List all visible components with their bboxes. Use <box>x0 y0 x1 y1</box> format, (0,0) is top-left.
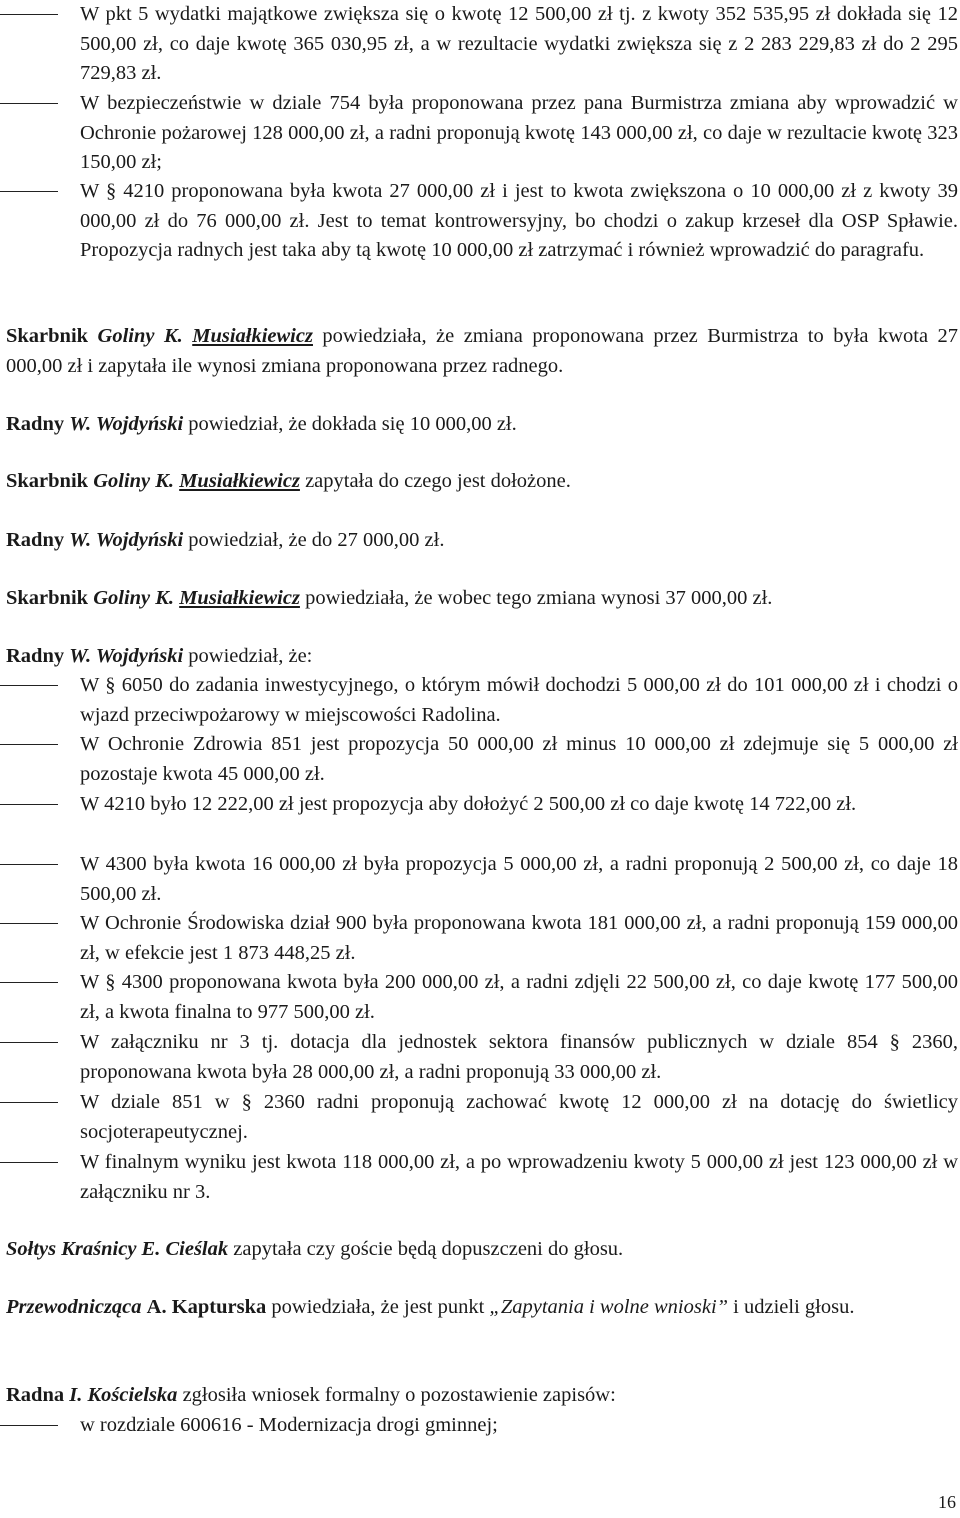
statement-text: powiedziała, że zmiana proponowana przez Burmistrza to była kwota 27 000,00 zł i zapytała ile wynosi zmiana proponowana przez radnego. <box>6 325 959 377</box>
statement-skarbnik <box>6 584 958 614</box>
speaker-role: Przewodnicząca <box>6 1296 142 1318</box>
dash-bullet <box>0 744 58 745</box>
list-item <box>0 671 958 730</box>
list-item-text: W pkt 5 wydatki majątkowe zwiększa się o kwotę 12 500,00 zł tj. z kwoty 352 535,95 zł dokłada się 12 500,00 zł, co daje kwotę 365 030,95 zł, a w rezultacie wydatki zwiększa się z 2 283 229,83 zł do 2 295 729,83 zł. <box>80 3 958 84</box>
speaker-role: Skarbnik <box>6 587 89 609</box>
list-item <box>0 1148 958 1207</box>
list-item <box>0 177 958 266</box>
speaker-role: Skarbnik <box>6 470 89 492</box>
statement-soltys <box>6 1235 958 1265</box>
agenda-item-quote: „Zapytania i wolne wnioski” <box>489 1296 729 1318</box>
dash-bullet <box>0 685 58 686</box>
list-item-text: W Ochronie Zdrowia 851 jest propozycja 50 000,00 zł minus 10 000,00 zł zdejmuje się 5 000,00 zł pozostaje kwota 45 000,00 zł. <box>80 733 958 785</box>
statement-radny <box>6 410 958 440</box>
speaker-role: Sołtys <box>6 1238 57 1260</box>
list-item <box>0 0 958 89</box>
list-item <box>0 1411 958 1441</box>
speaker-role: Skarbnik <box>6 325 89 347</box>
list-item-text: W 4210 było 12 222,00 zł jest propozycja aby dołożyć 2 500,00 zł co daje kwotę 14 722,00 zł. <box>80 793 857 815</box>
list-item-text: W § 6050 do zadania inwestycyjnego, o którym mówił dochodzi 5 000,00 zł do 101 000,00 zł i chodzi o wjazd przeciwpożarowy w miejscowości Radolina. <box>80 674 958 726</box>
list-item <box>0 1028 958 1087</box>
dash-bullet <box>0 1425 58 1426</box>
speaker-role: Radny <box>6 413 65 435</box>
dash-bullet <box>0 14 58 15</box>
list-item-text: W Ochronie Środowiska dział 900 była proponowana kwota 181 000,00 zł, a radni proponują 159 000,00 zł, w efekcie jest 1 873 448,25 zł. <box>80 912 958 964</box>
dash-bullet <box>0 1042 58 1043</box>
statement-radny <box>6 642 958 672</box>
speaker-name: Goliny K. <box>97 325 183 347</box>
list-item-text: W § 4300 proponowana kwota była 200 000,00 zł, a radni zdjęli 22 500,00 zł, co daje kwotę 177 500,00 zł, a kwota finalna to 977 500,00 zł. <box>80 971 958 1023</box>
speaker-role: Radna <box>6 1384 65 1406</box>
dash-bullet <box>0 923 58 924</box>
list-item <box>0 968 958 1027</box>
speaker-name: W. Wojdyński <box>69 413 184 435</box>
statement-radna <box>6 1381 958 1411</box>
statement-radny <box>6 526 958 556</box>
speaker-surname: Musiałkiewicz <box>192 325 313 347</box>
list-item-text: w rozdziale 600616 - Modernizacja drogi gminnej; <box>80 1414 498 1436</box>
dash-bullet <box>0 1102 58 1103</box>
speaker-name: Goliny K. <box>93 587 175 609</box>
statement-text: powiedział, że: <box>183 645 313 667</box>
dash-bullet <box>0 864 58 865</box>
page-number: 16 <box>938 1492 956 1512</box>
speaker-surname: Musiałkiewicz <box>179 587 300 609</box>
list-item-text: W § 4210 proponowana była kwota 27 000,00 zł i jest to kwota zwiększona o 10 000,00 zł z kwoty 39 000,00 zł do 76 000,00 zł. Jest to temat kontrowersyjny, bo chodzi o zakup krzeseł dla OSP Spławie. Propozycja radnych jest taka aby tą kwotę 10 000,00 zł zatrzymać i również wprowadzić do paragrafu. <box>80 180 958 261</box>
statement-text: i udzieli głosu. <box>728 1296 855 1318</box>
dash-bullet <box>0 103 58 104</box>
speaker-role: Radny <box>6 529 65 551</box>
speaker-name: W. Wojdyński <box>69 645 184 667</box>
list-item <box>0 89 958 178</box>
dash-bullet <box>0 1162 58 1163</box>
list-item <box>0 850 958 909</box>
list-item-text: W finalnym wyniku jest kwota 118 000,00 zł, a po wprowadzeniu kwoty 5 000,00 zł jest 123 000,00 zł w załączniku nr 3. <box>80 1151 958 1203</box>
list-item <box>0 790 958 820</box>
list-item <box>0 1088 958 1147</box>
statement-text: zgłosiła wniosek formalny o pozostawienie zapisów: <box>177 1384 616 1406</box>
dash-bullet <box>0 191 58 192</box>
list-item-text: W bezpieczeństwie w dziale 754 była proponowana przez pana Burmistrza zmiana aby wprowadzić w Ochronie pożarowej 128 000,00 zł, a radni proponują kwotę 143 000,00 zł, co daje w rezultacie kwotę 323 150,00 zł; <box>80 92 958 173</box>
speaker-name: Kraśnicy E. Cieślak <box>61 1238 229 1260</box>
speaker-name: Goliny K. <box>93 470 175 492</box>
list-item <box>0 730 958 789</box>
statement-skarbnik <box>6 467 958 497</box>
statement-text: powiedziała, że wobec tego zmiana wynosi 37 000,00 zł. <box>299 587 773 609</box>
speaker-name: W. Wojdyński <box>69 529 184 551</box>
statement-text: zapytała do czego jest dołożone. <box>299 470 571 492</box>
speaker-name: A. Kapturska <box>146 1296 267 1318</box>
dash-bullet <box>0 982 58 983</box>
speaker-role: Radny <box>6 645 65 667</box>
list-item-text: W dziale 851 w § 2360 radni proponują zachować kwotę 12 000,00 zł na dotację do świetlicy socjoterapeutycznej. <box>80 1091 958 1143</box>
statement-text: powiedział, że dokłada się 10 000,00 zł. <box>183 413 517 435</box>
list-item <box>0 909 958 968</box>
statement-skarbnik <box>6 322 958 381</box>
dash-bullet <box>0 804 58 805</box>
speaker-name: I. Kościelska <box>69 1384 178 1406</box>
speaker-surname: Musiałkiewicz <box>179 470 300 492</box>
statement-przewodniczaca <box>6 1293 958 1323</box>
list-item-text: W 4300 była kwota 16 000,00 zł była propozycja 5 000,00 zł, a radni proponują 2 500,00 zł, co daje 18 500,00 zł. <box>80 853 958 905</box>
statement-text: powiedział, że do 27 000,00 zł. <box>183 529 445 551</box>
list-item-text: W załączniku nr 3 tj. dotacja dla jednostek sektora finansów publicznych w dziale 854 § 2360, proponowana kwota była 28 000,00 zł, a radni proponują 33 000,00 zł. <box>80 1031 958 1083</box>
statement-text: powiedziała, że jest punkt <box>266 1296 490 1318</box>
statement-text: zapytała czy goście będą dopuszczeni do głosu. <box>228 1238 624 1260</box>
